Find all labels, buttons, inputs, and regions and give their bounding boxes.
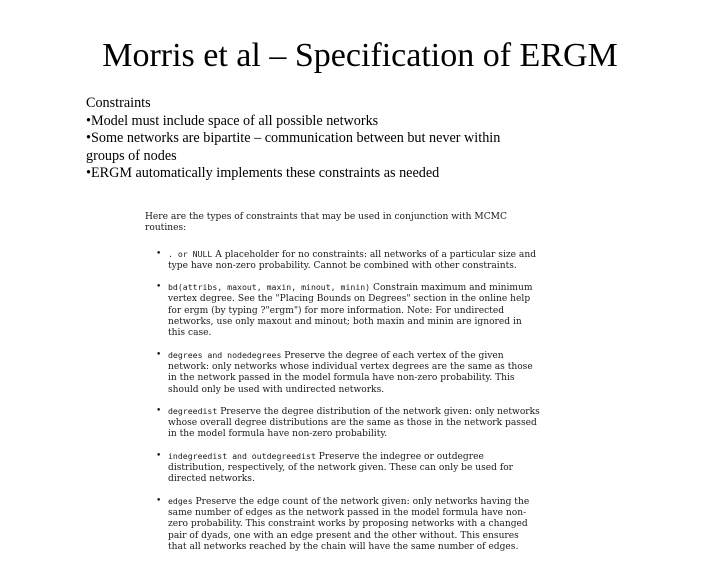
bullet-dot: •	[156, 349, 162, 360]
bullet-dot: •	[156, 282, 162, 293]
bullet-line: •Model must include space of all possible networks	[86, 112, 379, 129]
constraint-term: edges	[168, 495, 193, 506]
constraints-block	[86, 95, 646, 183]
constraint-term: . or NULL	[168, 248, 213, 259]
bullet-line: •ERGM automatically implements these constraints as needed	[86, 165, 440, 181]
constraint-description: Preserve the indegree or outdegree distribution, respectively, of the network given. These can only be used for directed networks.	[168, 451, 514, 485]
constraint-description: Preserve the degree of each vertex of the given network: only networks whose individual vertex degrees are the same as those in the network passed in the model formula have non-zero probability. This should only be used with undirected networks.	[168, 350, 533, 395]
constraint-term: degreedist	[168, 405, 218, 416]
constraint-description: Preserve the degree distribution of the network given: only networks whose overall degree distributions are the same as those in the network passed in the model formula have non-zero probability.	[168, 406, 540, 440]
constraint-description: Constrain maximum and minimum vertex degree. See the "Placing Bounds on Degrees" section in the online help for ergm (by typing ?"ergm") for more information. Note: For undirected networks, use only maxout and minout; both maxin and minin are ignored in this case.	[168, 283, 533, 339]
constraint-term: degrees and nodedegrees	[168, 349, 282, 360]
bullet-dot: •	[156, 248, 162, 259]
constraint-item	[140, 249, 540, 273]
constraint-description: A placeholder for no constraints: all networks of a particular size and type have non-zero probability. Cannot be combined with other constraints.	[168, 249, 537, 271]
constraint-term: bd(attribs, maxout, maxin, minout, minin)	[168, 282, 371, 293]
bullet-dot: •	[156, 405, 162, 416]
document-intro: Here are the types of constraints that may be used in conjunction with MCMC routines:	[145, 212, 507, 234]
constraint-item	[140, 496, 540, 553]
slide-title: Morris et al – Specification of ERGM	[102, 37, 618, 74]
constraint-item	[140, 282, 540, 339]
scanned-document-excerpt	[140, 212, 540, 563]
constraint-item	[140, 451, 540, 486]
bullet-dot: •	[156, 495, 162, 506]
bullet-line: •Some networks are bipartite – communication between but never within	[86, 130, 501, 146]
constraint-item	[140, 406, 540, 441]
bullet-line: groups of nodes	[86, 147, 177, 164]
constraint-term: indegreedist and outdegreedist	[168, 450, 316, 461]
constraint-item	[140, 350, 540, 396]
bullet-dot: •	[156, 450, 162, 461]
constraints-heading: Constraints	[86, 95, 151, 111]
constraint-description: Preserve the edge count of the network given: only networks having the same number of edges as the network passed in the model formula have non-zero probability. This constraint works by proposing networks with a changed pair of dyads, one with an edge present and the other without. This ensures that all networks reached by the chain will have the same number of edges.	[168, 496, 530, 552]
